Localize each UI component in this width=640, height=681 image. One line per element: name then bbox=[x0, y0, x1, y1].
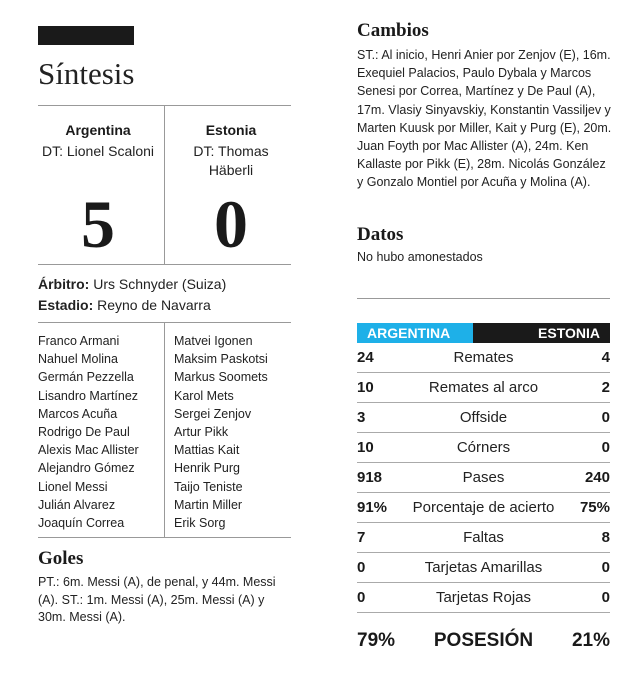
stat-label: Remates al arco bbox=[428, 379, 539, 396]
home-team-coach: DT: Lionel Scaloni bbox=[41, 143, 155, 159]
home-player: Franco Armani bbox=[38, 334, 120, 348]
changes-text: ST.: Al inicio, Henri Anier por Zenjov (E), 16m. Exequiel Palacios, Paulo Dybala y Marcos Senesi por Correa, Martínez y De Paul (A), 17m. Vlasiy Sinyavskiy, Konstantin Vassiljev y Marten Kuusk por Miller, Kait y Purg (E), 20m. Juan Foyth por Mac Allister (A), 24m. Ken Kallaste por Pikk (E), 28m. Nicolás González y Gonzalo Montiel por Acuña y Molina (A). bbox=[357, 48, 612, 190]
stat-home-value: 3 bbox=[357, 409, 366, 426]
away-team-name: Estonia bbox=[205, 122, 257, 138]
home-player: Nahuel Molina bbox=[38, 352, 118, 367]
stat-away-value: 0 bbox=[601, 409, 610, 426]
stats-header bbox=[357, 323, 610, 343]
stadium-label: Estadio: bbox=[38, 297, 94, 313]
divider bbox=[38, 537, 291, 538]
home-player: Rodrigo De Paul bbox=[38, 425, 130, 440]
away-lineup bbox=[174, 332, 268, 532]
stat-label: Tarjetas Rojas bbox=[435, 589, 532, 606]
data-text: No hubo amonestados bbox=[357, 250, 483, 264]
stat-row bbox=[357, 583, 610, 613]
stat-home-value: 91% bbox=[357, 499, 388, 516]
away-player: Taijo Teniste bbox=[174, 479, 243, 494]
page-title: Síntesis bbox=[38, 56, 135, 91]
referee-value: Urs Schnyder (Suiza) bbox=[93, 276, 227, 292]
possession-away: 21% bbox=[571, 630, 610, 651]
away-player: Artur Pikk bbox=[174, 425, 229, 440]
home-team-name: Argentina bbox=[65, 122, 131, 138]
changes-title: Cambios bbox=[357, 20, 429, 41]
home-lineup bbox=[38, 332, 139, 532]
home-player: Julián Alvarez bbox=[38, 497, 116, 512]
stat-away-value: 2 bbox=[601, 379, 610, 396]
stat-row bbox=[357, 493, 610, 523]
home-player: Alejandro Gómez bbox=[38, 461, 135, 476]
lineup-divider bbox=[164, 323, 165, 537]
stat-label: Pases bbox=[462, 469, 505, 486]
stat-label: Offside bbox=[459, 409, 508, 426]
stat-home-value: 0 bbox=[357, 589, 366, 606]
stat-home-value: 7 bbox=[357, 529, 366, 546]
away-score: 0 bbox=[214, 186, 248, 262]
divider bbox=[357, 298, 610, 299]
goals-text: PT.: 6m. Messi (A), de penal, y 44m. Messi (A). ST.: 1m. Messi (A), 25m. Messi (A) y 30m. Messi (A). bbox=[38, 575, 276, 624]
stat-home-value: 10 bbox=[357, 379, 374, 396]
stat-row bbox=[357, 343, 610, 373]
away-player: Sergei Zenjov bbox=[174, 406, 252, 421]
possession-label: POSESIÓN bbox=[433, 630, 534, 651]
possession-row bbox=[357, 630, 610, 652]
stat-away-value: 240 bbox=[584, 469, 610, 486]
stat-label: Córners bbox=[456, 439, 511, 456]
away-player: Markus Soomets bbox=[174, 370, 268, 385]
stat-home-value: 918 bbox=[357, 469, 383, 486]
section-marker-bar bbox=[38, 26, 134, 45]
away-player: Matvei Igonen bbox=[174, 334, 253, 348]
away-player: Erik Sorg bbox=[174, 516, 226, 531]
stadium-value: Reyno de Navarra bbox=[97, 297, 211, 313]
stat-away-value: 75% bbox=[579, 499, 610, 516]
stat-row bbox=[357, 433, 610, 463]
stat-row bbox=[357, 403, 610, 433]
data-title: Datos bbox=[357, 224, 404, 245]
stat-away-value: 4 bbox=[601, 349, 610, 366]
stat-away-value: 0 bbox=[601, 439, 610, 456]
referee-line bbox=[38, 276, 226, 292]
stat-label: Faltas bbox=[463, 529, 504, 546]
home-player: Marcos Acuña bbox=[38, 406, 118, 421]
away-player: Karol Mets bbox=[174, 388, 234, 403]
divider bbox=[38, 264, 291, 265]
stat-label: Remates bbox=[453, 349, 514, 366]
stat-away-value: 0 bbox=[601, 589, 610, 606]
stat-row bbox=[357, 373, 610, 403]
home-score: 5 bbox=[81, 186, 115, 262]
goals-title: Goles bbox=[38, 548, 84, 569]
stats-table bbox=[357, 343, 610, 613]
stat-label: Porcentaje de acierto bbox=[412, 499, 555, 516]
away-player: Mattias Kait bbox=[174, 443, 240, 458]
referee-label: Árbitro: bbox=[38, 276, 90, 292]
stat-home-value: 0 bbox=[357, 559, 366, 576]
home-player: Joaquín Correa bbox=[38, 516, 125, 531]
home-player: Alexis Mac Allister bbox=[38, 443, 139, 458]
stat-row bbox=[357, 463, 610, 493]
possession-home: 79% bbox=[357, 630, 396, 651]
away-player: Maksim Paskotsi bbox=[174, 352, 268, 367]
stadium-line bbox=[38, 297, 211, 313]
away-team-coach: DT: Thomas Häberli bbox=[193, 143, 269, 178]
home-player: Lisandro Martínez bbox=[38, 388, 139, 403]
stats-away-label: ESTONIA bbox=[473, 323, 610, 343]
stat-label: Tarjetas Amarillas bbox=[424, 559, 543, 576]
home-player: Lionel Messi bbox=[38, 479, 108, 494]
stat-row bbox=[357, 523, 610, 553]
stat-away-value: 0 bbox=[601, 559, 610, 576]
home-player: Germán Pezzella bbox=[38, 370, 134, 385]
stat-home-value: 10 bbox=[357, 439, 374, 456]
away-player: Martin Miller bbox=[174, 497, 243, 512]
away-player: Henrik Purg bbox=[174, 461, 240, 476]
stat-row bbox=[357, 553, 610, 583]
team-divider bbox=[164, 106, 165, 264]
stat-away-value: 8 bbox=[601, 529, 610, 546]
stat-home-value: 24 bbox=[357, 349, 374, 366]
stats-home-label: ARGENTINA bbox=[357, 323, 473, 343]
